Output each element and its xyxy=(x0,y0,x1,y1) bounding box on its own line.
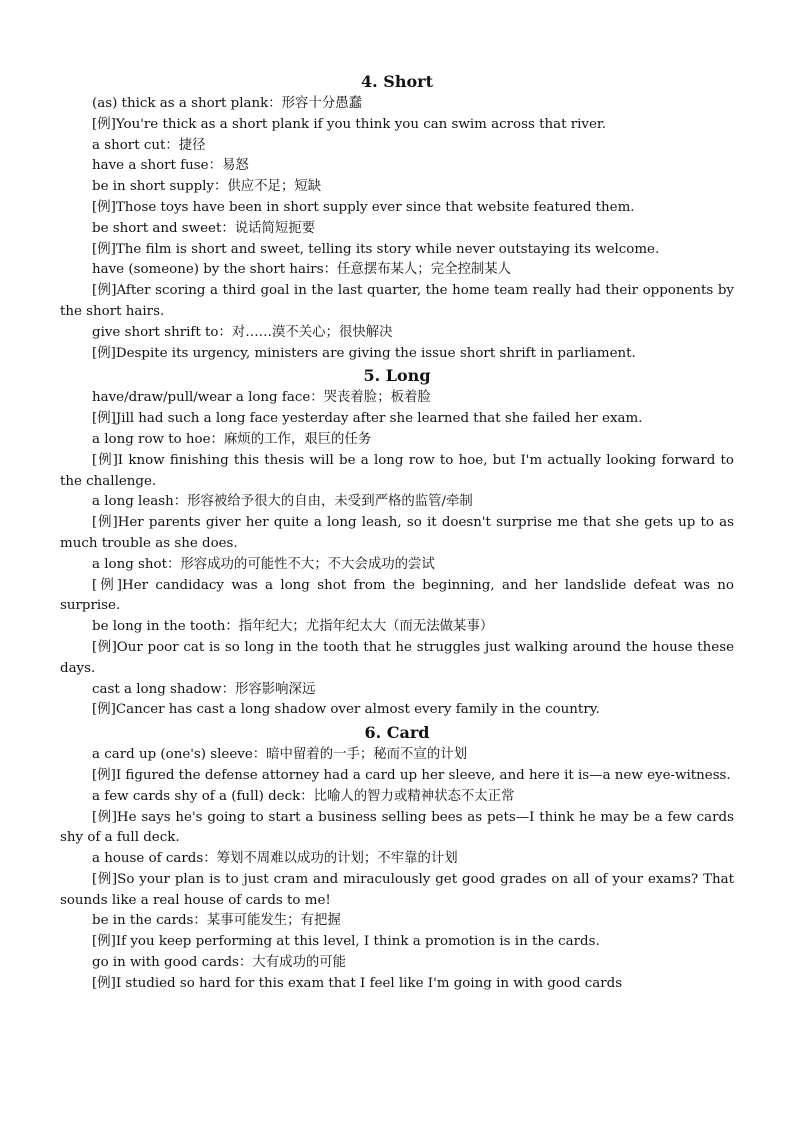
example-sentence: [例]Those toys have been in short supply ever since that website featured them. xyxy=(92,199,635,215)
idiom-phrase: a long row to hoe：麻烦的工作，艰巨的任务 xyxy=(92,431,372,447)
example-sentence: [例]Despite its urgency, ministers are giving the issue short shrift in parliament. xyxy=(92,345,636,361)
idiom-phrase: have/draw/pull/wear a long face：哭丧着脸；板着脸 xyxy=(92,390,431,406)
idiom-phrase: be long in the tooth：指年纪大；尤指年纪太大（而无法做某事） xyxy=(92,619,494,635)
idiom-phrase: have (someone) by the short hairs：任意摆布某人；完全控制某人 xyxy=(92,262,512,278)
idiom-phrase: a short cut：捷径 xyxy=(92,137,206,153)
example-sentence: [例]The film is short and sweet, telling its story while never outstaying its welcome. xyxy=(92,241,660,257)
example-sentence: [例]Our poor cat is so long in the tooth that he struggles just walking around the house these days. xyxy=(60,639,734,676)
example-sentence: [例]Her parents giver her quite a long leash, so it doesn't surprise me that she gets up to as much trouble as she does. xyxy=(60,515,734,551)
example-sentence: [例]After scoring a third goal in the last quarter, the home team really had their opponents by the short hairs. xyxy=(60,283,734,319)
idiom-phrase: go in with good cards：大有成功的可能 xyxy=(92,955,347,971)
idiom-phrase: a long leash：形容被给予很大的自由，未受到严格的监管/牵制 xyxy=(92,494,473,510)
example-sentence: [例]If you keep performing at this level, I think a promotion is in the cards. xyxy=(92,934,600,950)
idiom-phrase: a card up (one's) sleeve：暗中留着的一手；秘而不宣的计划 xyxy=(92,747,468,763)
example-sentence: [例]You're thick as a short plank if you think you can swim across that river. xyxy=(92,116,607,132)
idiom-phrase: a long shot：形容成功的可能性不大；不大会成功的尝试 xyxy=(92,556,435,572)
section-title: 5. Long xyxy=(363,366,431,386)
example-sentence: [例]Cancer has cast a long shadow over almost every family in the country. xyxy=(92,702,600,718)
example-sentence: [例]I know finishing this thesis will be a long row to hoe, but I'm actually looking forward to the challenge. xyxy=(60,452,734,489)
example-sentence: [例]Her candidacy was a long shot from the beginning, and her landslide defeat was no surprise. xyxy=(60,577,734,614)
idiom-phrase: a house of cards：筹划不周难以成功的计划；不牢靠的计划 xyxy=(92,851,458,867)
example-sentence: [例]I figured the defense attorney had a card up her sleeve, and here it is—a new eye-witness. xyxy=(92,767,731,783)
document-page xyxy=(60,70,734,995)
section-title: 4. Short xyxy=(361,72,433,91)
example-sentence: [例]So your plan is to just cram and miraculously get good grades on all of your exams? That sounds like a real house of cards to me! xyxy=(60,871,734,908)
idiom-phrase: have a short fuse：易怒 xyxy=(92,158,249,174)
idiom-phrase: be short and sweet：说话简短扼要 xyxy=(92,220,316,236)
example-sentence: [例]Jill had such a long face yesterday after she learned that she failed her exam. xyxy=(92,411,643,427)
section-title: 6. Card xyxy=(364,723,430,743)
idiom-phrase: be in short supply：供应不足；短缺 xyxy=(92,179,322,195)
example-sentence: [例]He says he's going to start a business selling bees as pets—I think he may be a few cards shy of a full deck. xyxy=(60,809,734,846)
idiom-phrase: cast a long shadow：形容影响深远 xyxy=(92,681,316,697)
idiom-phrase: a few cards shy of a (full) deck：比喻人的智力或精神状态不太正常 xyxy=(92,788,515,804)
idiom-phrase: give short shrift to：对……漠不关心；很快解决 xyxy=(92,324,393,340)
idiom-phrase: be in the cards：某事可能发生；有把握 xyxy=(92,913,341,929)
example-sentence: [例]I studied so hard for this exam that I feel like I'm going in with good cards xyxy=(92,975,623,991)
idiom-phrase: (as) thick as a short plank：形容十分愚蠢 xyxy=(92,96,362,111)
